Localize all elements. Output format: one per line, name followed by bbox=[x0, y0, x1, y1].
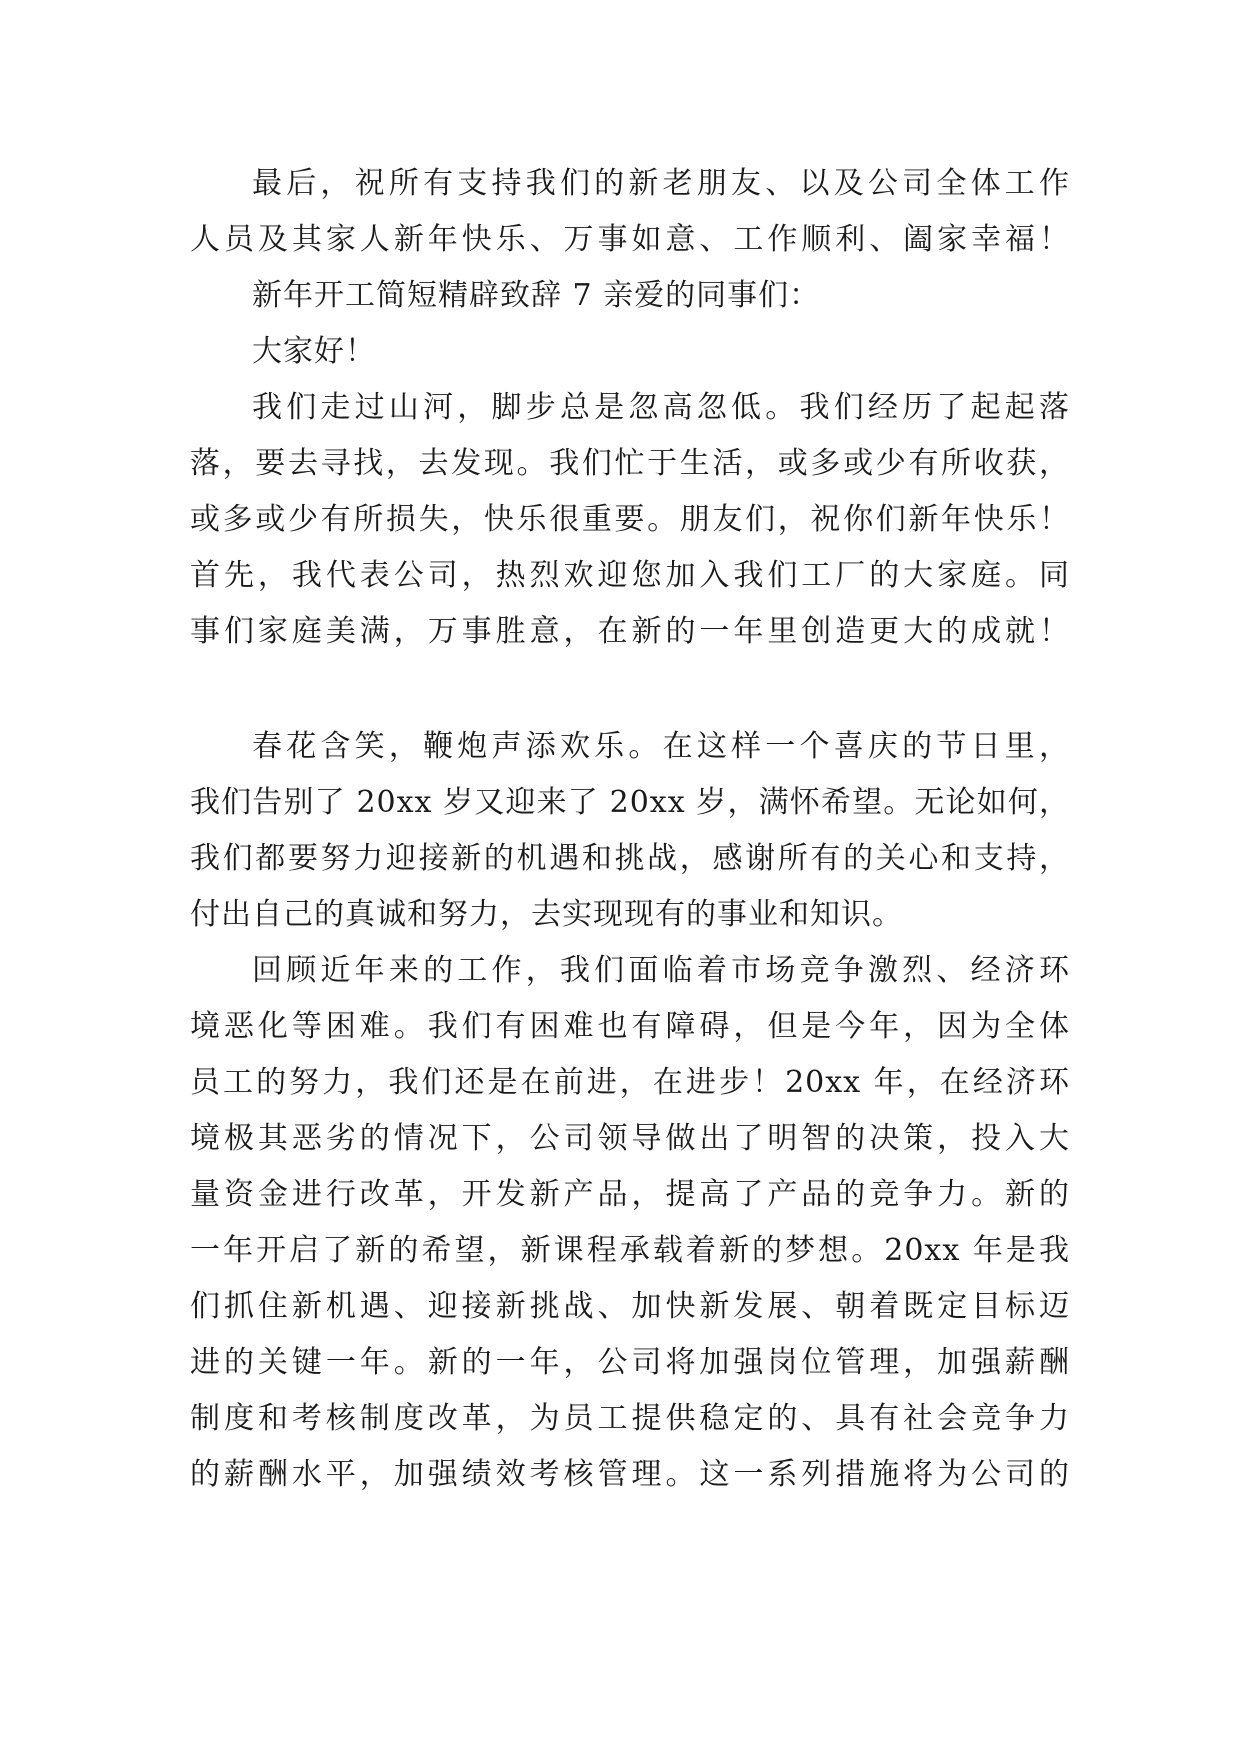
paragraph-line: 我们告别了 20xx 岁又迎来了 20xx 岁，满怀希望。无论如何， bbox=[190, 785, 1070, 820]
paragraph-line: 境恶化等困难。我们有困难也有障碍，但是今年，因为全体 bbox=[190, 1009, 1070, 1044]
paragraph-line: 我们走过山河，脚步总是忽高忽低。我们经历了起起落 bbox=[252, 390, 1070, 425]
paragraph-line: 境极其恶劣的情况下，公司领导做出了明智的决策，投入大 bbox=[190, 1121, 1070, 1156]
paragraph-line: 进的关键一年。新的一年，公司将加强岗位管理，加强薪酬 bbox=[190, 1345, 1070, 1380]
paragraph-line: 事们家庭美满，万事胜意，在新的一年里创造更大的成就！ bbox=[190, 614, 1070, 649]
paragraph-line: 我们都要努力迎接新的机遇和挑战，感谢所有的关心和支持， bbox=[190, 841, 1070, 876]
paragraph-line: 付出自己的真诚和努力，去实现现有的事业和知识。 bbox=[190, 897, 903, 932]
paragraph-line: 员工的努力，我们还是在前进，在进步！20xx 年，在经济环 bbox=[190, 1065, 1070, 1100]
paragraph-line: 人员及其家人新年快乐、万事如意、工作顺利、阖家幸福！ bbox=[190, 222, 1070, 257]
paragraph-line: 回顾近年来的工作，我们面临着市场竞争激烈、经济环 bbox=[252, 953, 1070, 988]
paragraph-line: 最后，祝所有支持我们的新老朋友、以及公司全体工作 bbox=[252, 166, 1070, 201]
paragraph-line: 们抓住新机遇、迎接新挑战、加快新发展、朝着既定目标迈 bbox=[190, 1289, 1070, 1324]
greeting-line: 大家好！ bbox=[252, 334, 376, 369]
section-heading-line: 新年开工简短精辟致辞 7 亲爱的同事们： bbox=[252, 278, 821, 313]
paragraph-line: 首先，我代表公司，热烈欢迎您加入我们工厂的大家庭。同 bbox=[190, 558, 1070, 593]
paragraph-line: 落，要去寻找，去发现。我们忙于生活，或多或少有所收获， bbox=[190, 446, 1070, 481]
paragraph-line: 的薪酬水平，加强绩效考核管理。这一系列措施将为公司的 bbox=[190, 1457, 1070, 1492]
paragraph-line: 一年开启了新的希望，新课程承载着新的梦想。20xx 年是我 bbox=[190, 1233, 1070, 1268]
paragraph-line: 或多或少有所损失，快乐很重要。朋友们，祝你们新年快乐！ bbox=[190, 502, 1070, 537]
paragraph-line: 量资金进行改革，开发新产品，提高了产品的竞争力。新的 bbox=[190, 1177, 1070, 1212]
paragraph-line: 制度和考核制度改革，为员工提供稳定的、具有社会竞争力 bbox=[190, 1401, 1070, 1436]
paragraph-line: 春花含笑，鞭炮声添欢乐。在这样一个喜庆的节日里， bbox=[252, 729, 1070, 764]
